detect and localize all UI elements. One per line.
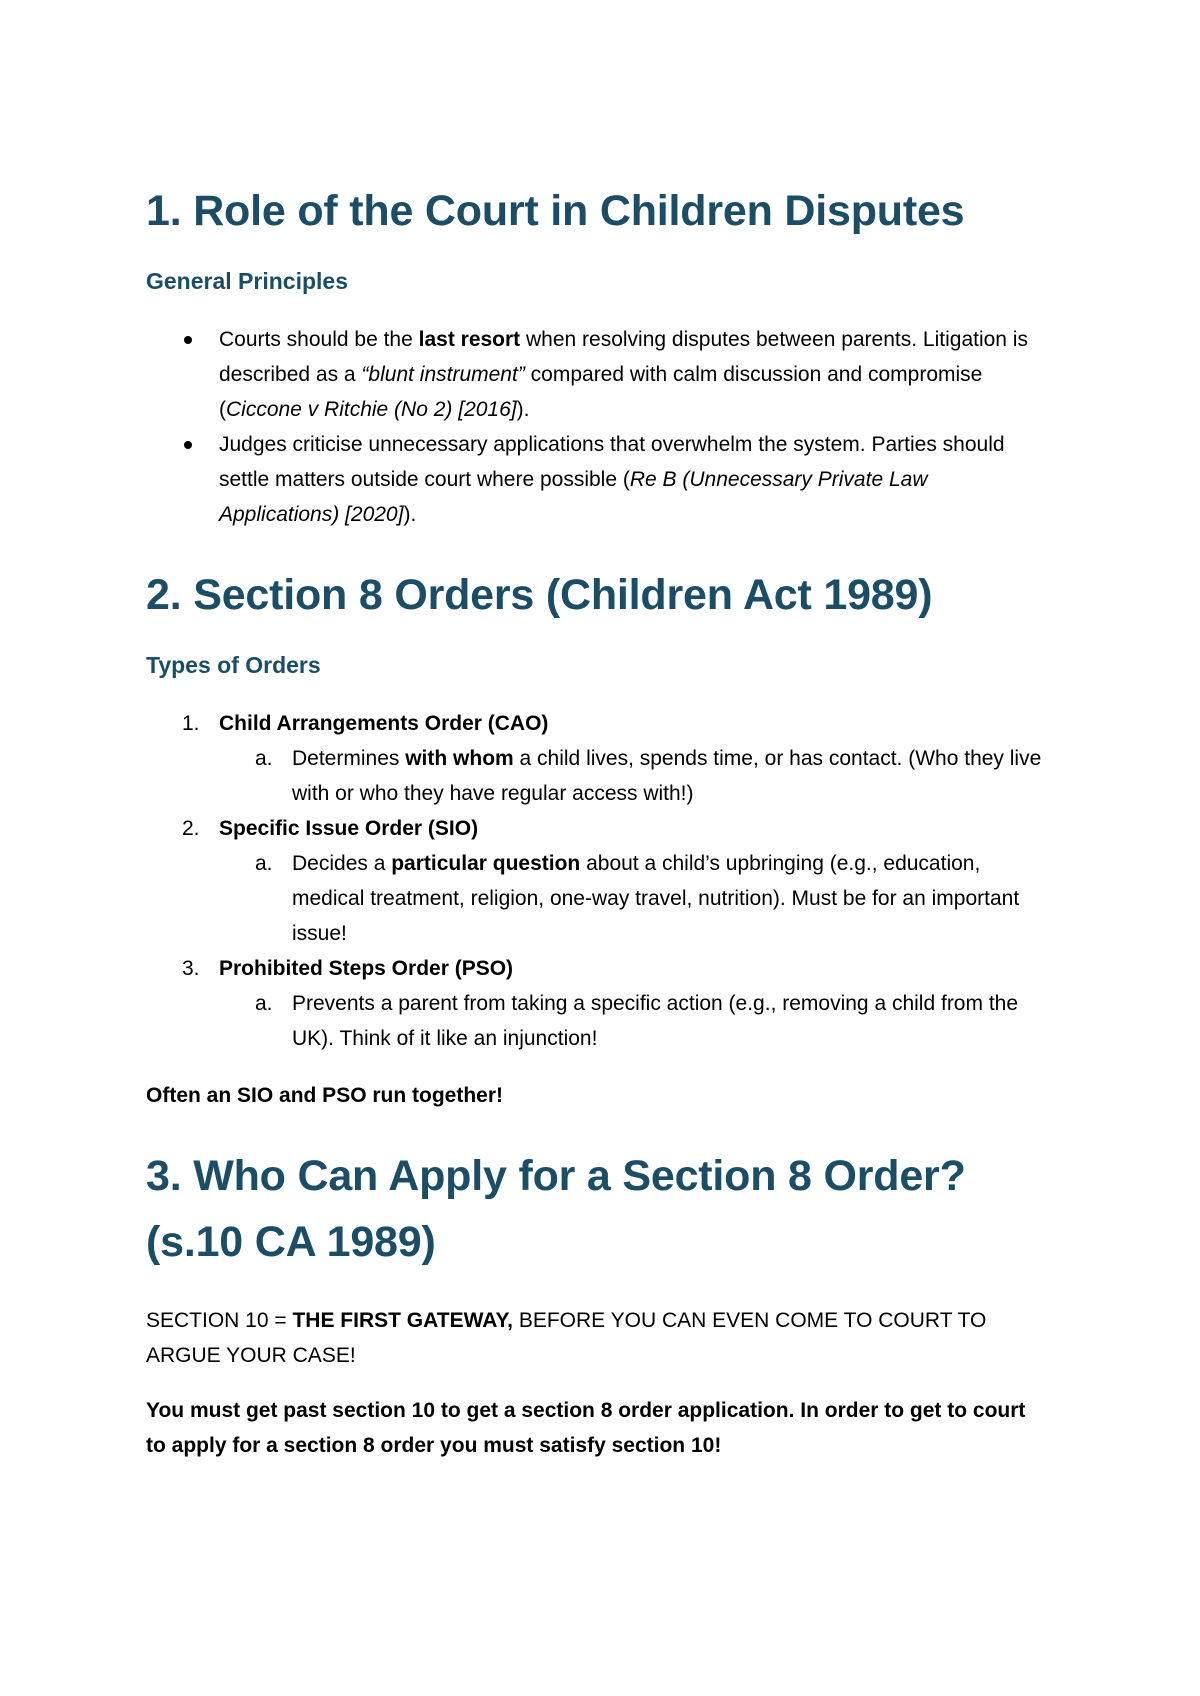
list-item: Courts should be the last resort when resolving disputes between parents. Litigation is described as a “blunt instrument” compared with calm discussion and compromise (Ciccone v Ritchie (No 2) [2016]). [219,322,1046,427]
section-1-heading: 1. Role of the Court in Children Disputes [146,187,965,235]
orders-note: Often an SIO and PSO run together! [146,1084,504,1107]
order-title: Child Arrangements Order (CAO) [219,712,549,735]
general-principles-subheading: General Principles [146,268,348,294]
order-description: a. Prevents a parent from taking a specific action (e.g., removing a child from the UK). Think of it like an injunction! [255,992,1019,1050]
case-citation: Re B (Unnecessary Private Law Applications) [2020] [219,468,928,526]
orders-list [146,706,1046,1056]
section-10-requirement-text: You must get past section 10 to get a section 8 order application. In order to get to court to apply for a section 8 order you must satisfy section 10! [146,1399,1026,1457]
document-content [146,178,1046,1463]
types-of-orders-subheading: Types of Orders [146,652,321,678]
section-10-gateway-text: SECTION 10 = THE FIRST GATEWAY, BEFORE YOU CAN EVEN COME TO COURT TO ARGUE YOUR CASE! [146,1309,987,1367]
order-title: Prohibited Steps Order (PSO) [219,957,514,980]
section-2-heading: 2. Section 8 Orders (Children Act 1989) [146,571,933,619]
list-item: Judges criticise unnecessary applications that overwhelm the system. Parties should settle matters outside court where possible (Re B (Unnecessary Private Law Applications) [2020]). [219,427,1046,532]
order-item: 1. Child Arrangements Order (CAO) a. Determines with whom a child lives, spends time, or has contact. (Who they live with or who they have regular access with!) [219,706,1046,811]
order-title: Specific Issue Order (SIO) [219,817,479,840]
order-description: a. Determines with whom a child lives, spends time, or has contact. (Who they live with or who they have regular access with!) [255,747,1042,805]
section-3-heading: 3. Who Can Apply for a Section 8 Order? (s.10 CA 1989) [146,1152,966,1266]
general-principles-list [146,322,1046,532]
order-description: a. Decides a particular question about a child’s upbringing (e.g., education, medical treatment, religion, one-way travel, nutrition). Must be for an important issue! [255,852,1020,945]
order-item: 2. Specific Issue Order (SIO) a. Decides a particular question about a child’s upbringing (e.g., education, medical treatment, religion, one-way travel, nutrition). Must be for an important issue! [219,811,1046,951]
case-citation: Ciccone v Ritchie (No 2) [2016] [226,398,517,421]
order-item: 3. Prohibited Steps Order (PSO) a. Prevents a parent from taking a specific action (e.g., removing a child from the UK). Think of it like an injunction! [219,951,1046,1056]
